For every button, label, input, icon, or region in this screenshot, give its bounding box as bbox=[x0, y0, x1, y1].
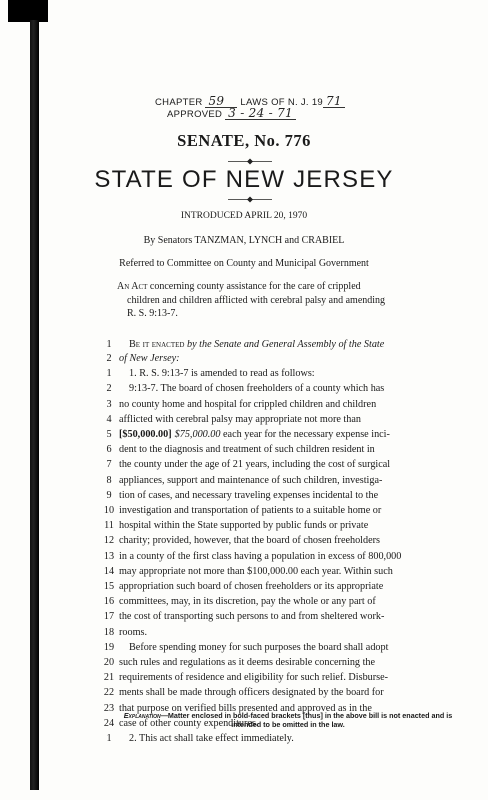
line-number: 2 bbox=[106, 353, 112, 364]
line-text: committees, may, in its discretion, pay the whole or any part of bbox=[119, 596, 376, 608]
approved-row bbox=[155, 108, 375, 120]
approved-date: 3 - 24 - 71 bbox=[225, 108, 296, 120]
line-number: 14 bbox=[103, 565, 115, 577]
introduced-date: INTRODUCED APRIL 20, 1970 bbox=[180, 211, 308, 221]
act-title bbox=[117, 280, 437, 321]
sponsors: By Senators TANZMAN, LYNCH and CRABIEL bbox=[143, 235, 345, 246]
line-number: 5 bbox=[106, 429, 112, 440]
line-text: afflicted with cerebral palsy may appropriate not more than bbox=[119, 413, 361, 425]
laws-label: LAWS OF N. J. 19 bbox=[240, 97, 323, 108]
line-number: 22 bbox=[103, 687, 115, 699]
line-number: 3 bbox=[106, 398, 112, 410]
line-text: the cost of transporting such persons to and from sheltered work- bbox=[119, 611, 385, 623]
line-number: 1 bbox=[106, 339, 112, 350]
line-number: 17 bbox=[103, 611, 115, 623]
chapter-label: CHAPTER bbox=[155, 97, 203, 108]
line-text: no county home and hospital for crippled children and children bbox=[119, 398, 377, 410]
act-title-line-1 bbox=[117, 280, 437, 294]
line-text: tion of cases, and necessary traveling expenses incidental to the bbox=[119, 489, 379, 501]
line-number: 23 bbox=[103, 702, 115, 714]
line-number: 6 bbox=[106, 444, 112, 456]
act-title-line-1-text: concerning county assistance for the care of crippled bbox=[147, 281, 361, 292]
line-text: ments shall be made through officers designated by the board for bbox=[119, 687, 384, 699]
line-text: investigation and transportation of patients to a suitable home or bbox=[119, 505, 382, 516]
line-text: such rules and regulations as it deems desirable concerning the bbox=[119, 657, 376, 668]
line-number: 15 bbox=[103, 581, 115, 592]
line-number: 12 bbox=[103, 535, 115, 547]
bill-number: SENATE, No. 776 bbox=[177, 131, 311, 150]
enact-rest: by the Senate and General Assembly of the State bbox=[184, 339, 385, 350]
explanation-note bbox=[118, 711, 458, 729]
line-number: 4 bbox=[106, 413, 112, 425]
act-title-line-2: children and children afflicted with cerebral palsy and amending bbox=[127, 294, 386, 306]
new-amount: $75,000.00 bbox=[174, 429, 221, 440]
chapter-number: 59 bbox=[205, 96, 237, 108]
act-title-line-3: R. S. 9:13-7. bbox=[127, 308, 178, 320]
line-text bbox=[119, 428, 390, 442]
line-number: 1 bbox=[106, 733, 112, 744]
line-text: charity; provided, however, that the board of chosen freeholders bbox=[119, 535, 380, 547]
line-text: appliances, support and maintenance of such children, investiga- bbox=[119, 474, 383, 486]
approved-label: APPROVED bbox=[167, 109, 223, 120]
line-5-rest: each year for the necessary expense inci- bbox=[220, 429, 390, 440]
line-number: 2 bbox=[106, 383, 112, 395]
line-number: 7 bbox=[106, 459, 112, 471]
line-text: case of other county expenditures. bbox=[119, 717, 259, 729]
rule-ornament-bottom bbox=[228, 196, 272, 203]
line-text: the county under the age of 21 years, including the cost of surgical bbox=[119, 459, 391, 471]
enact-lead: Be it enacted bbox=[129, 339, 185, 350]
line-number: 10 bbox=[103, 505, 115, 516]
line-number: 11 bbox=[104, 520, 114, 532]
line-text: in a county of the first class having a population in excess of 800,000 bbox=[119, 550, 402, 562]
explanation-lead: Explanation bbox=[123, 711, 161, 720]
rule-ornament-top bbox=[228, 158, 272, 165]
line-number: 16 bbox=[103, 596, 115, 608]
line-text: appropriation such board of chosen freeholders or its appropriate bbox=[119, 581, 384, 592]
state-title: STATE OF NEW JERSEY bbox=[94, 166, 394, 193]
line-text: 2. This act shall take effect immediately. bbox=[129, 733, 294, 744]
line-text: that purpose on verified bills presented and approved as in the bbox=[119, 702, 372, 714]
line-number: 20 bbox=[103, 657, 115, 668]
line-text: 1. R. S. 9:13-7 is amended to read as follows: bbox=[129, 368, 315, 380]
line-number: 18 bbox=[103, 626, 115, 638]
line-text: 9:13-7. The board of chosen freeholders of a county which has bbox=[129, 383, 385, 395]
line-text bbox=[129, 338, 384, 352]
laws-year: 71 bbox=[323, 96, 345, 108]
line-number: 1 bbox=[106, 368, 112, 380]
deleted-amount-brackets: [$50,000.00] bbox=[119, 429, 172, 440]
line-text: Before spending money for such purposes the board shall adopt bbox=[129, 641, 389, 653]
line-text: of New Jersey: bbox=[119, 353, 180, 364]
line-number: 13 bbox=[103, 550, 115, 562]
act-title-lead: An Act bbox=[117, 281, 148, 292]
line-number: 19 bbox=[103, 641, 115, 653]
line-text: requirements of residence and eligibility for such relief. Disburse- bbox=[119, 672, 389, 684]
line-number: 21 bbox=[103, 672, 115, 684]
line-text: dent to the diagnosis and treatment of such children resident in bbox=[119, 444, 375, 456]
line-text: rooms. bbox=[119, 626, 148, 638]
line-text: hospital within the State supported by public funds or private bbox=[119, 520, 369, 532]
line-number: 8 bbox=[106, 474, 112, 486]
chapter-stamp bbox=[155, 96, 375, 120]
line-text: may appropriate not more than $100,000.00 each year. Within such bbox=[119, 565, 393, 577]
line-number: 24 bbox=[103, 717, 115, 729]
line-number: 9 bbox=[106, 489, 112, 501]
committee-referral: Referred to Committee on County and Municipal Government bbox=[119, 258, 369, 269]
explanation-text: —Matter enclosed in bold-faced brackets [thus] in the above bill is not enacted and is intended to be omitted in the law. bbox=[160, 711, 453, 729]
scan-shadow-top bbox=[8, 0, 48, 22]
